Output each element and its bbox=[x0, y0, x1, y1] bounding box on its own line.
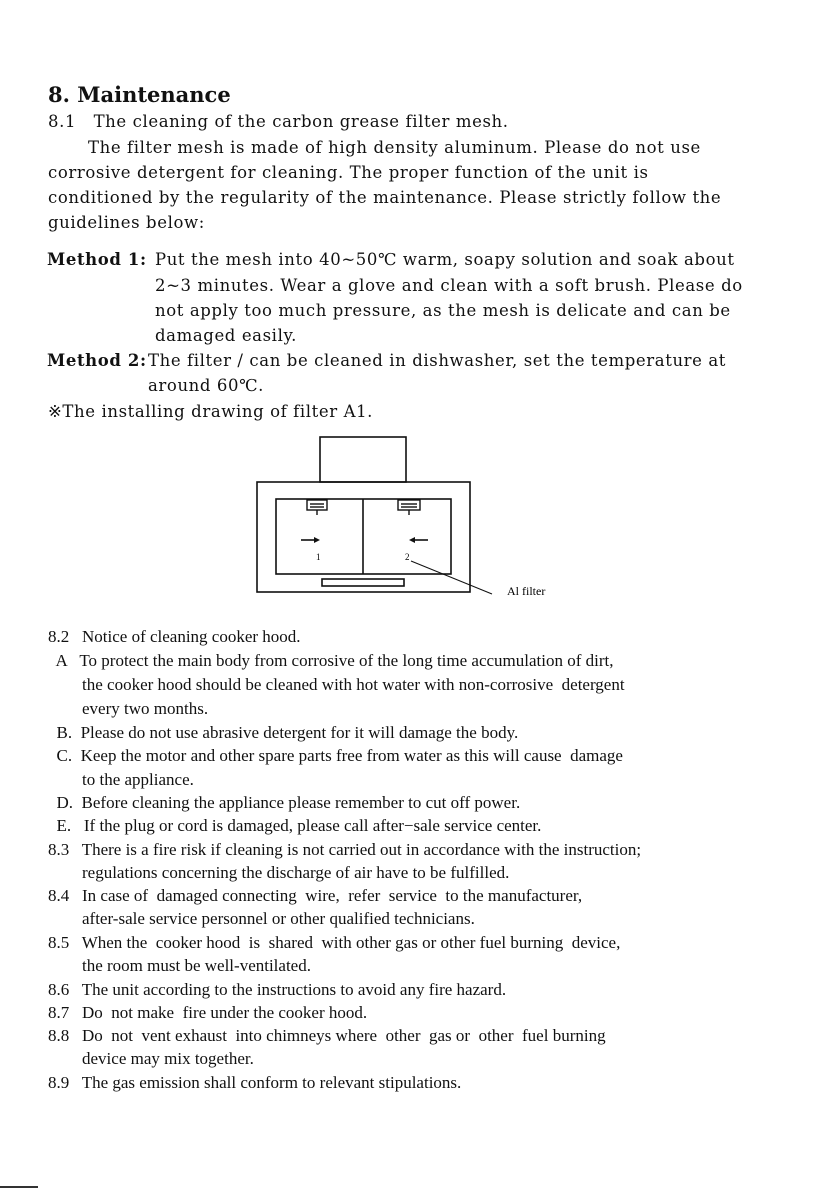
filter-label-2: 2 bbox=[405, 552, 410, 562]
page-edge-mark bbox=[0, 1186, 38, 1188]
method-2-line: The filter / can be cleaned in dishwasher, set the temperature at bbox=[148, 351, 727, 370]
filter-label-1: 1 bbox=[316, 552, 321, 562]
method-2-label: Method 2: bbox=[47, 351, 147, 370]
notice-line: the cooker hood should be cleaned with hot water with non-corrosive detergent bbox=[48, 675, 625, 694]
method-1-line: not apply too much pressure, as the mesh is delicate and can be bbox=[155, 301, 731, 320]
notice-line: A To protect the main body from corrosive of the long time accumulation of dirt, bbox=[48, 651, 614, 670]
notice-line: C. Keep the motor and other spare parts free from water as this will cause damage bbox=[48, 746, 623, 765]
notice-line: 8.9 The gas emission shall conform to relevant stipulations. bbox=[48, 1073, 462, 1092]
filter-installation-diagram bbox=[250, 432, 580, 612]
notice-line: 8.8 Do not vent exhaust into chimneys where other gas or other fuel burning bbox=[48, 1026, 606, 1045]
paragraph-line: corrosive detergent for cleaning. The proper function of the unit is bbox=[48, 163, 649, 182]
notice-line: 8.3 There is a fire risk if cleaning is not carried out in accordance with the instruction; bbox=[48, 840, 642, 859]
drawing-note: ※The installing drawing of filter A1. bbox=[48, 402, 374, 421]
notice-line: every two months. bbox=[48, 699, 209, 718]
method-1-label: Method 1: bbox=[47, 250, 147, 269]
method-2-line: around 60℃. bbox=[148, 376, 265, 395]
paragraph-line: The filter mesh is made of high density aluminum. Please do not use bbox=[88, 138, 701, 157]
notice-line: regulations concerning the discharge of air have to be fulfilled. bbox=[48, 863, 510, 882]
notice-line: D. Before cleaning the appliance please remember to cut off power. bbox=[48, 793, 521, 812]
method-1-line: 2~3 minutes. Wear a glove and clean with a soft brush. Please do bbox=[155, 276, 743, 295]
notice-line: device may mix together. bbox=[48, 1049, 254, 1068]
section-8-1-heading: 8.1 The cleaning of the carbon grease filter mesh. bbox=[48, 112, 509, 131]
notice-line: 8.6 The unit according to the instructions to avoid any fire hazard. bbox=[48, 980, 507, 999]
notice-line: 8.2 Notice of cleaning cooker hood. bbox=[48, 627, 301, 646]
notice-line: 8.4 In case of damaged connecting wire, refer service to the manufacturer, bbox=[48, 886, 583, 905]
arrow-left-icon bbox=[409, 537, 428, 543]
paragraph-line: conditioned by the regularity of the maintenance. Please strictly follow the bbox=[48, 188, 722, 207]
notice-line: B. Please do not use abrasive detergent for it will damage the body. bbox=[48, 723, 519, 742]
notice-line: 8.5 When the cooker hood is shared with other gas or other fuel burning device, bbox=[48, 933, 621, 952]
clip-icon bbox=[398, 500, 420, 515]
notice-line: E. If the plug or cord is damaged, please call after−sale service center. bbox=[48, 816, 542, 835]
notice-line: to the appliance. bbox=[48, 770, 194, 789]
callout-label: Al filter bbox=[507, 584, 546, 598]
hood-light-slot bbox=[322, 579, 404, 586]
paragraph-line: guidelines below: bbox=[48, 213, 205, 232]
method-1-line: Put the mesh into 40~50℃ warm, soapy solution and soak about bbox=[155, 250, 735, 269]
hood-chimney bbox=[320, 437, 406, 482]
notice-line: after-sale service personnel or other qualified technicians. bbox=[48, 909, 475, 928]
clip-icon bbox=[307, 500, 327, 515]
notice-line: 8.7 Do not make fire under the cooker hood. bbox=[48, 1003, 368, 1022]
section-title: 8. Maintenance bbox=[48, 82, 231, 107]
arrow-right-icon bbox=[301, 537, 320, 543]
method-1-line: damaged easily. bbox=[155, 326, 298, 345]
notice-line: the room must be well-ventilated. bbox=[48, 956, 311, 975]
